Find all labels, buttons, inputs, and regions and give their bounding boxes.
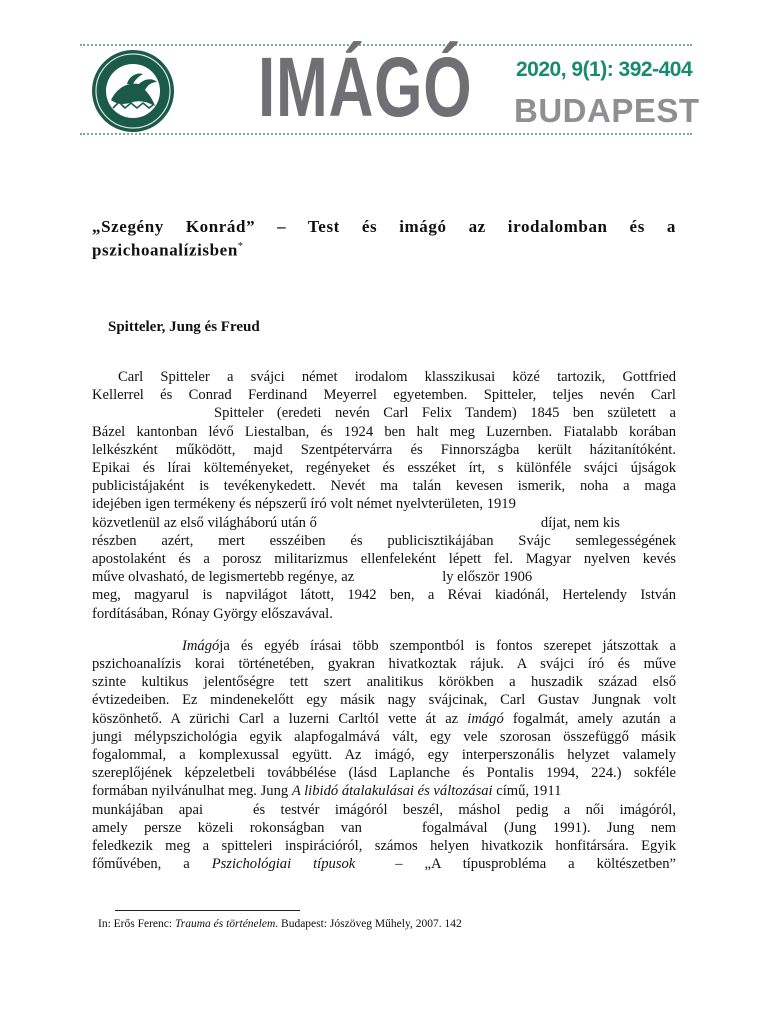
journal-header <box>80 40 700 136</box>
article-body <box>92 368 676 873</box>
text-line: részben azért, mert esszéiben és publicisztikájában Svájc semlegességének <box>92 532 676 549</box>
header-bottom-divider <box>80 133 692 135</box>
text-fragment: és testvér imágóról beszél, máshol pedig a női imágóról, <box>253 801 676 818</box>
text-line <box>92 782 676 800</box>
text-line <box>92 568 676 586</box>
text-line: Kellerrel és Conrad Ferdinand Meyerrel egyetemben. Spitteler, teljes nevén Carl <box>92 387 676 404</box>
article-title <box>92 217 676 261</box>
text-line: publicistájaként is tevékenykedett. Nevét ma talán kevesen ismerik, noha a maga <box>92 478 676 495</box>
title-footnote-mark: * <box>237 241 244 252</box>
section-heading: Spitteler, Jung és Freud <box>108 319 260 335</box>
text-line: szinte kultikus jelentőségre tett szert analitikus körökben a huszadik század első <box>92 674 676 691</box>
text-fragment: – „A típusprobléma a költészetben” <box>395 856 677 873</box>
text-fragment: fogalmát, amely azután a <box>503 710 676 727</box>
footnote-suffix: . Budapest: Jószöveg Műhely, 2007. 142 <box>275 918 462 930</box>
text-fragment: ly először 1906 <box>442 569 533 586</box>
text-line: Bázel kantonban lévő Liestalban, és 1924 ben halt meg Luzernben. Fiatalabb korában <box>92 423 676 440</box>
footnote-prefix: In: Erős Ferenc: <box>98 918 175 930</box>
text-line: pszichoanalízis korai történetében, gyakran hivatkoztak rájuk. A svájci író és műve <box>92 656 676 673</box>
text-line: szereplőjének képzeletbeli továbbélése (lásd Laplanche és Pontalis 1994, 224.) sokféle <box>92 765 676 782</box>
text-line: jungi mélypszichológia egyik alapfogalmává vált, egy vele szorosan összefüggő másik <box>92 728 676 745</box>
text-fragment: című, 1911 <box>492 783 562 800</box>
imago-term-italic: imágó <box>467 710 504 727</box>
text-line: fogalommal, a komplexussal együtt. Az imágó, egy interperszonális helyzet valamely <box>92 747 676 764</box>
text-fragment: fogalmával (Jung 1991). Jung nem <box>421 819 677 836</box>
text-line: idejében igen termékeny és népszerű író volt német nyelvterületen, 1919 <box>92 496 516 513</box>
text-line: meg, magyarul is napvilágot látott, 1942 ben, a Révai kiadónál, Hertelendy István <box>92 587 676 604</box>
text-line <box>92 637 676 655</box>
text-line <box>92 855 676 873</box>
text-line: évtizedeiben. Ez mindenekelőtt egy másik nagy svájcinak, Carl Gustav Jungnak volt <box>92 692 676 709</box>
text-line: fordításában, Rónay György előszavával. <box>92 605 333 622</box>
footnote-book-title: Trauma és történelem <box>174 918 276 930</box>
text-line: apostolaként és a porosz militarizmus ellenfeleként lépett fel. Magyar nyelven kevés <box>92 551 676 568</box>
text-fragment: ja és egyéb írásai több szempontból is fontos szerepet játszottak a <box>219 637 676 654</box>
text-fragment: műve olvasható, de legismertebb regénye, az <box>92 569 355 586</box>
jung-work-title-italic: A libidó átalakulásai és változásai <box>291 783 493 800</box>
issue-citation: 2020, 9(1): 392-404 <box>516 58 693 81</box>
text-line <box>92 710 676 728</box>
text-fragment: munkájában apai <box>92 801 204 818</box>
text-fragment: köszönhető. A zürichi Carl a luzerni Carltól vette át az <box>92 710 468 727</box>
text-line <box>92 801 676 819</box>
text-line: lelkészként működött, majd Szentpétervárra és Finnországba került házitanítóként. <box>92 441 676 458</box>
paragraph-1 <box>92 368 676 623</box>
imago-title-italic: Imágó <box>182 637 220 654</box>
journal-logo <box>83 48 183 134</box>
text-line: Epikai és lírai költeményeket, regényeket és esszéket írt, s különféle svájci újságok <box>92 460 676 477</box>
text-fragment: főművében, a <box>92 856 212 873</box>
article-title-text: „Szegény Konrád” – Test és imágó az irodalomban és a pszichoanalízisben <box>92 217 676 260</box>
journal-city: BUDAPEST <box>514 92 700 129</box>
psych-types-title-italic: Pszichológiai típusok <box>211 856 356 873</box>
text-fragment: díjat, nem kis <box>540 514 620 531</box>
text-fragment: közvetlenül az első világháború után ő <box>92 514 317 531</box>
text-fragment: formában nyilvánulhat meg. Jung <box>92 783 292 800</box>
text-line <box>92 819 676 837</box>
text-line: feledkezik meg a spitteleri inspirációról, számos helyen hivatkozik honfitársára. Egyik <box>92 838 676 855</box>
text-line: Carl Spitteler a svájci német irodalom klasszikusai közé tartozik, Gottfried <box>118 369 676 385</box>
journal-masthead: IMÁGÓ <box>258 40 473 134</box>
paragraph-2 <box>92 637 676 874</box>
footnote-separator <box>115 910 300 911</box>
footnote <box>98 918 462 930</box>
text-line: Spitteler (eredeti nevén Carl Felix Tandem) 1845 ben született a <box>214 405 676 422</box>
text-fragment: amely persze közeli rokonságban van <box>92 819 362 836</box>
text-line <box>92 514 676 532</box>
